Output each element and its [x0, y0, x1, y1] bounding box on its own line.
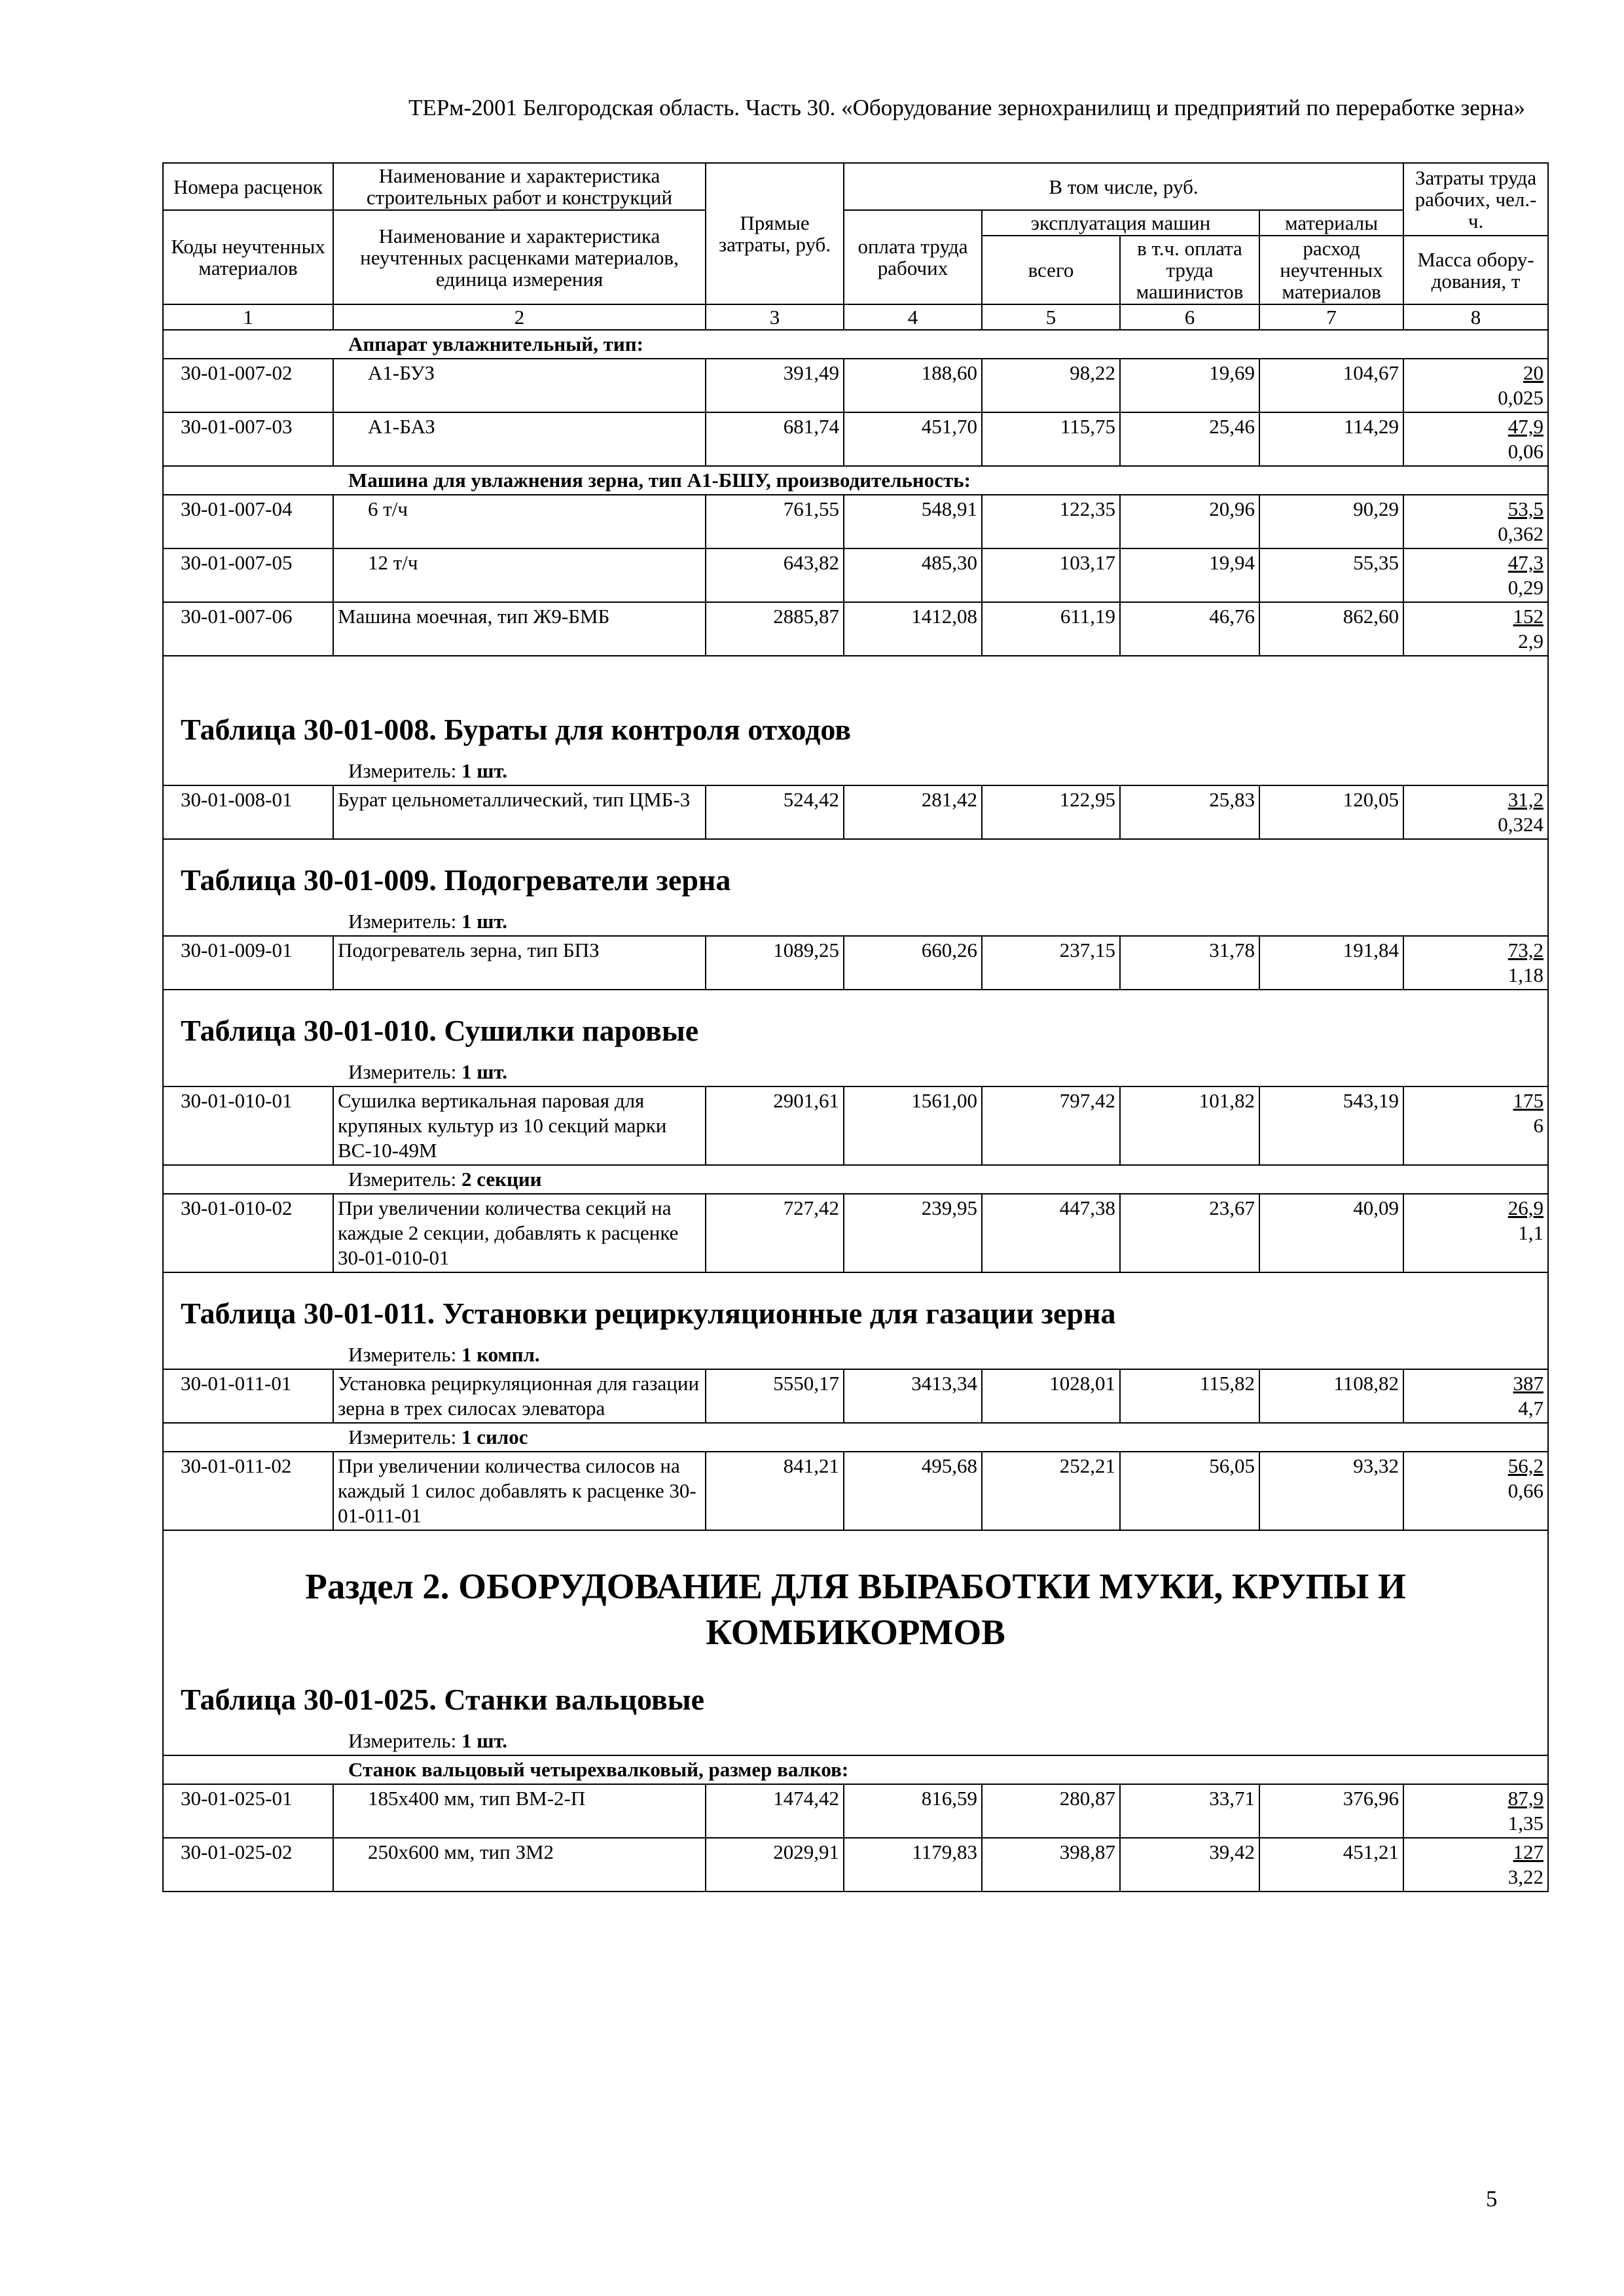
col5-header: всего [982, 236, 1120, 304]
machines-total: 98,22 [982, 359, 1120, 412]
equipment-mass: 1,18 [1507, 963, 1544, 986]
machines-total: 103,17 [982, 548, 1120, 602]
table-title-row [163, 839, 1548, 908]
machines-total: 252,21 [982, 1452, 1120, 1530]
direct-costs: 391,49 [706, 359, 844, 412]
measure-unit [163, 1341, 1548, 1369]
machines-total: 611,19 [982, 602, 1120, 656]
rate-code: 30-01-007-06 [163, 602, 333, 656]
labor-hours: 152 [1513, 605, 1544, 628]
col-num: 1 [163, 304, 333, 330]
labor-mass-cell [1403, 1452, 1548, 1530]
table-row [163, 936, 1548, 990]
table-title-row [163, 990, 1548, 1058]
direct-costs: 727,42 [706, 1194, 844, 1272]
measure-row [163, 1165, 1548, 1194]
labor-pay: 1179,83 [844, 1838, 982, 1892]
group-heading: Станок вальцовый четырехвалковый, размер валков: [163, 1755, 1548, 1784]
materials-cost: 451,21 [1259, 1838, 1403, 1892]
equipment-mass: 6 [1533, 1114, 1544, 1137]
labor-pay: 495,68 [844, 1452, 982, 1530]
table-title-row [163, 656, 1548, 757]
measure-value: 1 силос [461, 1426, 528, 1448]
group-heading-row [163, 1755, 1548, 1784]
measure-row [163, 757, 1548, 785]
operators-pay: 46,76 [1120, 602, 1259, 656]
rate-name: При увеличении количества секций на каждые 2 секции, добавлять к расценке 30-01-010-01 [333, 1194, 706, 1272]
labor-pay: 548,91 [844, 495, 982, 548]
rate-code: 30-01-009-01 [163, 936, 333, 990]
col1-header-top: Номера расценок [163, 163, 333, 210]
machines-total: 122,35 [982, 495, 1120, 548]
machines-header: эксплуатация машин [982, 210, 1259, 236]
labor-hours: 47,9 [1507, 415, 1544, 438]
measure-value: 1 шт. [461, 1060, 508, 1083]
operators-pay: 33,71 [1120, 1784, 1259, 1838]
table-row [163, 412, 1548, 466]
measure-value: 2 секции [461, 1168, 542, 1191]
materials-cost: 40,09 [1259, 1194, 1403, 1272]
labor-mass-cell [1403, 359, 1548, 412]
rate-code: 30-01-007-03 [163, 412, 333, 466]
measure-unit [163, 757, 1548, 785]
measure-row [163, 1423, 1548, 1452]
rate-name: При увеличении количества силосов на каждый 1 силос добавлять к расценке 30-01-011-01 [333, 1452, 706, 1530]
equipment-mass: 3,22 [1507, 1865, 1544, 1888]
labor-pay: 188,60 [844, 359, 982, 412]
rate-code: 30-01-010-02 [163, 1194, 333, 1272]
rate-code: 30-01-007-04 [163, 495, 333, 548]
col-num: 3 [706, 304, 844, 330]
operators-pay: 25,83 [1120, 785, 1259, 839]
materials-cost: 120,05 [1259, 785, 1403, 839]
operators-pay: 56,05 [1120, 1452, 1259, 1530]
direct-costs: 5550,17 [706, 1369, 844, 1423]
rate-name: Установка рециркуляционная для газации зерна в трех силосах элеватора [333, 1369, 706, 1423]
table-row [163, 785, 1548, 839]
equipment-mass: 0,66 [1507, 1479, 1544, 1502]
table-title-row [163, 1272, 1548, 1341]
section-title: Раздел 2. ОБОРУДОВАНИЕ ДЛЯ ВЫРАБОТКИ МУКИ, КРУПЫ И КОМБИКОРМОВ [163, 1530, 1548, 1668]
rate-code: 30-01-011-02 [163, 1452, 333, 1530]
measure-label: Измеритель: [348, 1168, 457, 1191]
equipment-mass: 0,06 [1507, 440, 1544, 463]
col6-header: в т.ч. оплата труда машинистов [1120, 236, 1259, 304]
group-heading: Аппарат увлажнительный, тип: [163, 330, 1548, 359]
materials-cost: 1108,82 [1259, 1369, 1403, 1423]
col2-header-top: Наименование и характеристика строительных работ и конструкций [333, 163, 706, 210]
operators-pay: 23,67 [1120, 1194, 1259, 1272]
table-row [163, 1838, 1548, 1892]
measure-value: 1 шт. [461, 910, 508, 933]
labor-hours: 127 [1513, 1840, 1544, 1863]
table-row [163, 1194, 1548, 1272]
measure-row [163, 1341, 1548, 1369]
labor-pay: 1412,08 [844, 602, 982, 656]
direct-costs: 681,74 [706, 412, 844, 466]
labor-hours: 87,9 [1507, 1787, 1544, 1810]
labor-mass-cell [1403, 548, 1548, 602]
operators-pay: 19,94 [1120, 548, 1259, 602]
section-title-row [163, 1530, 1548, 1668]
table-title: Таблица 30-01-011. Установки рециркуляционные для газации зерна [163, 1272, 1548, 1341]
materials-cost: 55,35 [1259, 548, 1403, 602]
column-numbers-row [163, 304, 1548, 330]
measure-unit [163, 1727, 1548, 1755]
measure-row [163, 1727, 1548, 1755]
equipment-mass: 1,35 [1507, 1812, 1544, 1835]
labor-pay: 451,70 [844, 412, 982, 466]
machines-total: 797,42 [982, 1086, 1120, 1165]
labor-pay: 239,95 [844, 1194, 982, 1272]
rate-name: Машина моечная, тип Ж9-БМБ [333, 602, 706, 656]
rate-name: Подогреватель зерна, тип БПЗ [333, 936, 706, 990]
measure-row [163, 1058, 1548, 1086]
equipment-mass: 0,324 [1498, 813, 1544, 836]
col1-header-bottom: Коды неучтенных материалов [163, 210, 333, 304]
measure-value: 1 шт. [461, 1729, 508, 1752]
labor-hours: 47,3 [1507, 551, 1544, 574]
equipment-mass: 0,362 [1498, 522, 1544, 545]
rate-code: 30-01-007-02 [163, 359, 333, 412]
labor-mass-cell [1403, 1194, 1548, 1272]
direct-costs: 2029,91 [706, 1838, 844, 1892]
labor-mass-cell [1403, 1369, 1548, 1423]
machines-total: 122,95 [982, 785, 1120, 839]
rate-name: 12 т/ч [333, 548, 706, 602]
table-row [163, 602, 1548, 656]
equipment-mass: 4,7 [1518, 1397, 1544, 1420]
equipment-mass: 2,9 [1518, 630, 1544, 653]
labor-pay: 281,42 [844, 785, 982, 839]
machines-total: 447,38 [982, 1194, 1120, 1272]
table-title: Таблица 30-01-010. Сушилки паровые [163, 990, 1548, 1058]
table-row [163, 1452, 1548, 1530]
machines-total: 237,15 [982, 936, 1120, 990]
measure-label: Измеритель: [348, 1343, 457, 1366]
table-row [163, 1369, 1548, 1423]
labor-hours: 73,2 [1507, 939, 1544, 961]
rate-name: Бурат цельнометаллический, тип ЦМБ-3 [333, 785, 706, 839]
measure-label: Измеритель: [348, 1426, 457, 1448]
col8-header-bottom: Масса обору-дования, т [1403, 236, 1548, 304]
labor-mass-cell [1403, 1838, 1548, 1892]
equipment-mass: 0,29 [1507, 576, 1544, 599]
materials-cost: 104,67 [1259, 359, 1403, 412]
measure-unit [163, 1165, 1548, 1194]
labor-mass-cell [1403, 412, 1548, 466]
rate-code: 30-01-010-01 [163, 1086, 333, 1165]
table-title: Таблица 30-01-025. Станки вальцовые [163, 1668, 1548, 1727]
operators-pay: 39,42 [1120, 1838, 1259, 1892]
machines-total: 1028,01 [982, 1369, 1120, 1423]
page-header: ТЕРм-2001 Белгородская область. Часть 30. «Оборудование зернохранилищ и предприятий по переработке зерна» [408, 95, 1525, 120]
labor-hours: 175 [1513, 1089, 1544, 1112]
labor-pay: 1561,00 [844, 1086, 982, 1165]
machines-total: 280,87 [982, 1784, 1120, 1838]
measure-unit [163, 1058, 1548, 1086]
rate-code: 30-01-007-05 [163, 548, 333, 602]
labor-hours: 53,5 [1507, 497, 1544, 520]
measure-label: Измеритель: [348, 1060, 457, 1083]
rate-code: 30-01-008-01 [163, 785, 333, 839]
rate-code: 30-01-025-01 [163, 1784, 333, 1838]
page-number: 5 [1486, 2186, 1498, 2212]
direct-costs: 2901,61 [706, 1086, 844, 1165]
group-heading-row [163, 466, 1548, 495]
col4-header: оплата труда рабочих [844, 210, 982, 304]
operators-pay: 25,46 [1120, 412, 1259, 466]
direct-costs: 761,55 [706, 495, 844, 548]
table-row [163, 495, 1548, 548]
col-num: 5 [982, 304, 1120, 330]
measure-label: Измеритель: [348, 1729, 457, 1752]
table-title: Таблица 30-01-008. Бураты для контроля отходов [163, 656, 1548, 757]
equipment-mass: 1,1 [1518, 1221, 1544, 1244]
labor-pay: 3413,34 [844, 1369, 982, 1423]
rate-name: А1-БУЗ [333, 359, 706, 412]
col-num: 4 [844, 304, 982, 330]
operators-pay: 31,78 [1120, 936, 1259, 990]
labor-pay: 660,26 [844, 936, 982, 990]
rate-code: 30-01-011-01 [163, 1369, 333, 1423]
measure-value: 1 шт. [461, 759, 508, 782]
header-row-1 [163, 163, 1548, 210]
direct-costs: 841,21 [706, 1452, 844, 1530]
incl-header: В том числе, руб. [844, 163, 1403, 210]
col-num: 2 [333, 304, 706, 330]
col-num: 6 [1120, 304, 1259, 330]
direct-costs: 1089,25 [706, 936, 844, 990]
rate-name: Сушилка вертикальная паровая для крупяных культур из 10 секций марки ВС-10-49М [333, 1086, 706, 1165]
labor-mass-cell [1403, 602, 1548, 656]
rates-table [162, 162, 1549, 1892]
col7-header: расход неучтенных материалов [1259, 236, 1403, 304]
labor-hours: 20 [1523, 361, 1544, 384]
labor-hours: 56,2 [1507, 1454, 1544, 1477]
operators-pay: 20,96 [1120, 495, 1259, 548]
materials-header: материалы [1259, 210, 1403, 236]
col3-header: Прямые затраты, руб. [706, 163, 844, 304]
measure-label: Измеритель: [348, 759, 457, 782]
materials-cost: 114,29 [1259, 412, 1403, 466]
rate-name: А1-БАЗ [333, 412, 706, 466]
labor-mass-cell [1403, 936, 1548, 990]
materials-cost: 376,96 [1259, 1784, 1403, 1838]
labor-mass-cell [1403, 1784, 1548, 1838]
direct-costs: 524,42 [706, 785, 844, 839]
table-row [163, 359, 1548, 412]
table-row [163, 1086, 1548, 1165]
labor-hours: 26,9 [1507, 1196, 1544, 1219]
table-title-row [163, 1668, 1548, 1727]
measure-label: Измеритель: [348, 910, 457, 933]
operators-pay: 101,82 [1120, 1086, 1259, 1165]
labor-mass-cell [1403, 785, 1548, 839]
measure-row [163, 908, 1548, 936]
direct-costs: 643,82 [706, 548, 844, 602]
header-row-2 [163, 210, 1548, 236]
labor-pay: 485,30 [844, 548, 982, 602]
rate-name: 185х400 мм, тип ВМ-2-П [333, 1784, 706, 1838]
measure-value: 1 компл. [461, 1343, 540, 1366]
rate-name: 6 т/ч [333, 495, 706, 548]
labor-mass-cell [1403, 1086, 1548, 1165]
operators-pay: 115,82 [1120, 1369, 1259, 1423]
measure-unit [163, 1423, 1548, 1452]
direct-costs: 1474,42 [706, 1784, 844, 1838]
labor-hours: 387 [1513, 1372, 1544, 1395]
rate-name: 250х600 мм, тип ЗМ2 [333, 1838, 706, 1892]
col-num: 8 [1403, 304, 1548, 330]
machines-total: 115,75 [982, 412, 1120, 466]
equipment-mass: 0,025 [1498, 386, 1544, 409]
direct-costs: 2885,87 [706, 602, 844, 656]
labor-hours: 31,2 [1507, 788, 1544, 811]
table-row [163, 548, 1548, 602]
operators-pay: 19,69 [1120, 359, 1259, 412]
materials-cost: 543,19 [1259, 1086, 1403, 1165]
group-heading: Машина для увлажнения зерна, тип А1-БШУ, производительность: [163, 466, 1548, 495]
labor-mass-cell [1403, 495, 1548, 548]
materials-cost: 191,84 [1259, 936, 1403, 990]
col8-header-top: Затраты труда рабочих, чел.-ч. [1403, 163, 1548, 236]
materials-cost: 862,60 [1259, 602, 1403, 656]
materials-cost: 90,29 [1259, 495, 1403, 548]
machines-total: 398,87 [982, 1838, 1120, 1892]
rate-code: 30-01-025-02 [163, 1838, 333, 1892]
table-title: Таблица 30-01-009. Подогреватели зерна [163, 839, 1548, 908]
col2-header-bottom: Наименование и характеристика неучтенных расценками материалов, единица измерения [333, 210, 706, 304]
group-heading-row [163, 330, 1548, 359]
materials-cost: 93,32 [1259, 1452, 1403, 1530]
labor-pay: 816,59 [844, 1784, 982, 1838]
col-num: 7 [1259, 304, 1403, 330]
measure-unit [163, 908, 1548, 936]
table-row [163, 1784, 1548, 1838]
